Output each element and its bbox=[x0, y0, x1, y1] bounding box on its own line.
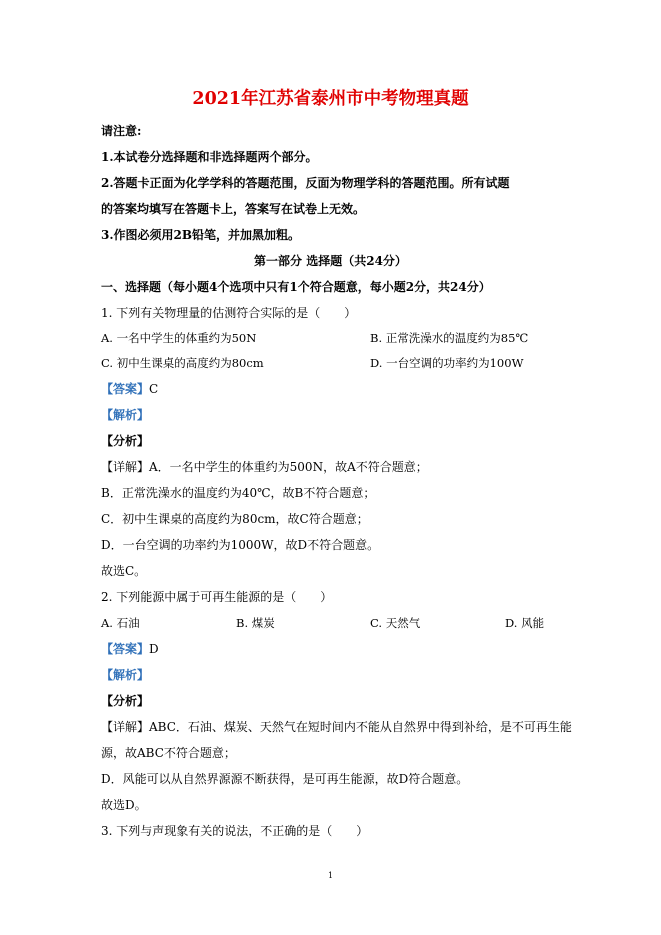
q1-detail-1: 【详解】A．一名中学生的体重约为500N，故A不符合题意； bbox=[101, 460, 428, 474]
notice-item-3: 3.作图必须用2B铅笔，并加黑加粗。 bbox=[101, 228, 301, 242]
part-heading: 一、选择题（每小题4个选项中只有1个符合题意，每小题2分，共24分） bbox=[101, 280, 491, 294]
q2-option-b: B. 煤炭 bbox=[236, 616, 275, 630]
q1-stem: 1. 下列有关物理量的估测符合实际的是（ ） bbox=[101, 306, 357, 320]
notice-item-1: 1.本试卷分选择题和非选择题两个部分。 bbox=[101, 150, 318, 164]
q1-option-d: D. 一台空调的功率约为100W bbox=[370, 356, 524, 370]
q2-option-a: A. 石油 bbox=[101, 616, 140, 630]
notice-heading: 请注意: bbox=[101, 124, 142, 138]
q2-detail-2: 源，故ABC不符合题意； bbox=[101, 746, 236, 760]
q1-detail-4: D．一台空调的功率约为1000W，故D不符合题意。 bbox=[101, 538, 380, 552]
q1-conclusion: 故选C。 bbox=[101, 564, 147, 578]
q2-analysis-tag: 【解析】 bbox=[101, 668, 150, 682]
notice-item-2-cont: 的答案均填写在答题卡上，答案写在试卷上无效。 bbox=[101, 202, 366, 216]
section-heading: 第一部分 选择题（共24分） bbox=[254, 254, 407, 268]
notice-item-2: 2.答题卡正面为化学学科的答题范围，反面为物理学科的答题范围。所有试题 bbox=[101, 176, 510, 190]
exam-title: 2021年江苏省泰州市中考物理真题 bbox=[192, 89, 469, 109]
q2-option-c: C. 天然气 bbox=[370, 616, 421, 630]
q2-option-d: D. 风能 bbox=[505, 616, 545, 630]
q3-stem: 3. 下列与声现象有关的说法，不正确的是（ ） bbox=[101, 824, 369, 838]
q2-stem: 2. 下列能源中属于可再生能源的是（ ） bbox=[101, 590, 333, 604]
page-number: 1 bbox=[327, 871, 334, 880]
q1-option-a: A. 一名中学生的体重约为50N bbox=[101, 331, 257, 345]
q1-analysis-tag: 【解析】 bbox=[101, 408, 150, 422]
q1-detail-2: B．正常洗澡水的温度约为40℃，故B不符合题意； bbox=[101, 486, 376, 500]
q2-answer-tag: 【答案】 bbox=[101, 642, 150, 656]
q1-option-b: B. 正常洗澡水的温度约为85℃ bbox=[370, 331, 529, 345]
q2-detail-3: D．风能可以从自然界源源不断获得，是可再生能源，故D符合题意。 bbox=[101, 772, 469, 786]
q1-detail-3: C．初中生课桌的高度约为80cm，故C符合题意； bbox=[101, 512, 369, 526]
q1-answer: C bbox=[149, 382, 159, 396]
q1-option-c: C. 初中生课桌的高度约为80cm bbox=[101, 356, 264, 370]
q2-answer: D bbox=[149, 642, 159, 656]
q1-fenxi: 【分析】 bbox=[101, 434, 150, 448]
q1-answer-line bbox=[101, 381, 158, 397]
q2-answer-line bbox=[101, 641, 159, 657]
q2-fenxi: 【分析】 bbox=[101, 694, 150, 708]
q2-detail-1: 【详解】ABC．石油、煤炭、天然气在短时间内不能从自然界中得到补给，是不可再生能 bbox=[101, 720, 572, 734]
q1-answer-tag: 【答案】 bbox=[101, 382, 150, 396]
q2-conclusion: 故选D。 bbox=[101, 798, 147, 812]
